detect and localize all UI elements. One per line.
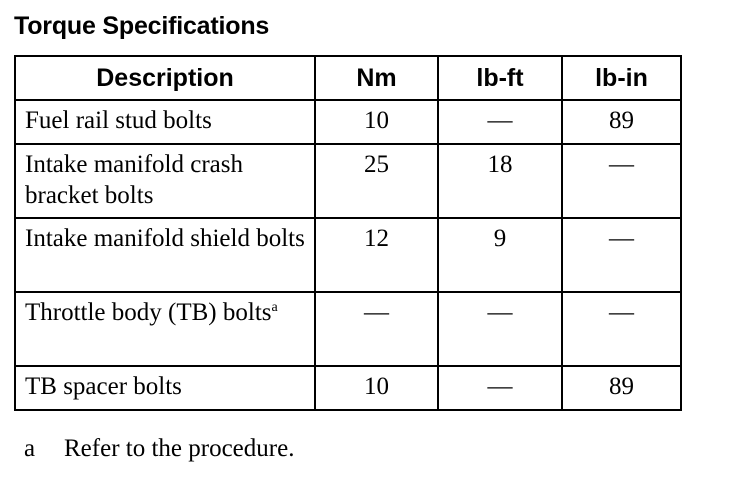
table-row	[15, 218, 681, 292]
cell-lbin: —	[562, 218, 681, 292]
description-text: Intake manifold shield bolts	[25, 225, 305, 252]
column-header-lbft: lb-ft	[438, 56, 562, 100]
footnote-reference: a	[271, 300, 278, 315]
cell-lbft: —	[438, 292, 562, 366]
cell-lbft: —	[438, 366, 562, 410]
column-header-description: Description	[15, 56, 315, 100]
cell-lbin: —	[562, 292, 681, 366]
cell-lbft: 18	[438, 144, 562, 218]
cell-nm: 25	[315, 144, 438, 218]
cell-description	[15, 218, 315, 292]
description-text: Fuel rail stud bolts	[25, 107, 212, 134]
cell-lbft: —	[438, 100, 562, 144]
column-header-lbin: lb-in	[562, 56, 681, 100]
column-header-nm: Nm	[315, 56, 438, 100]
cell-lbin: —	[562, 144, 681, 218]
footnote-mark: a	[24, 435, 36, 462]
cell-lbin: 89	[562, 100, 681, 144]
cell-lbin: 89	[562, 366, 681, 410]
table-row	[15, 366, 681, 410]
cell-nm: 10	[315, 366, 438, 410]
torque-spec-table	[14, 55, 682, 411]
footnote	[24, 434, 294, 464]
description-text: Throttle body (TB) bolts	[25, 299, 272, 326]
cell-description	[15, 100, 315, 144]
table-row	[15, 100, 681, 144]
cell-description	[15, 292, 315, 366]
table-header-row	[15, 56, 681, 100]
page-title: Torque Specifications	[14, 12, 270, 40]
cell-lbft: 9	[438, 218, 562, 292]
cell-description	[15, 144, 315, 218]
table-row	[15, 292, 681, 366]
cell-nm: 10	[315, 100, 438, 144]
description-text: Intake manifold crash bracket bolts	[25, 151, 243, 209]
cell-nm: 12	[315, 218, 438, 292]
description-text: TB spacer bolts	[25, 373, 182, 400]
table-row	[15, 144, 681, 218]
footnote-text: Refer to the procedure.	[64, 435, 295, 462]
cell-nm: —	[315, 292, 438, 366]
cell-description	[15, 366, 315, 410]
